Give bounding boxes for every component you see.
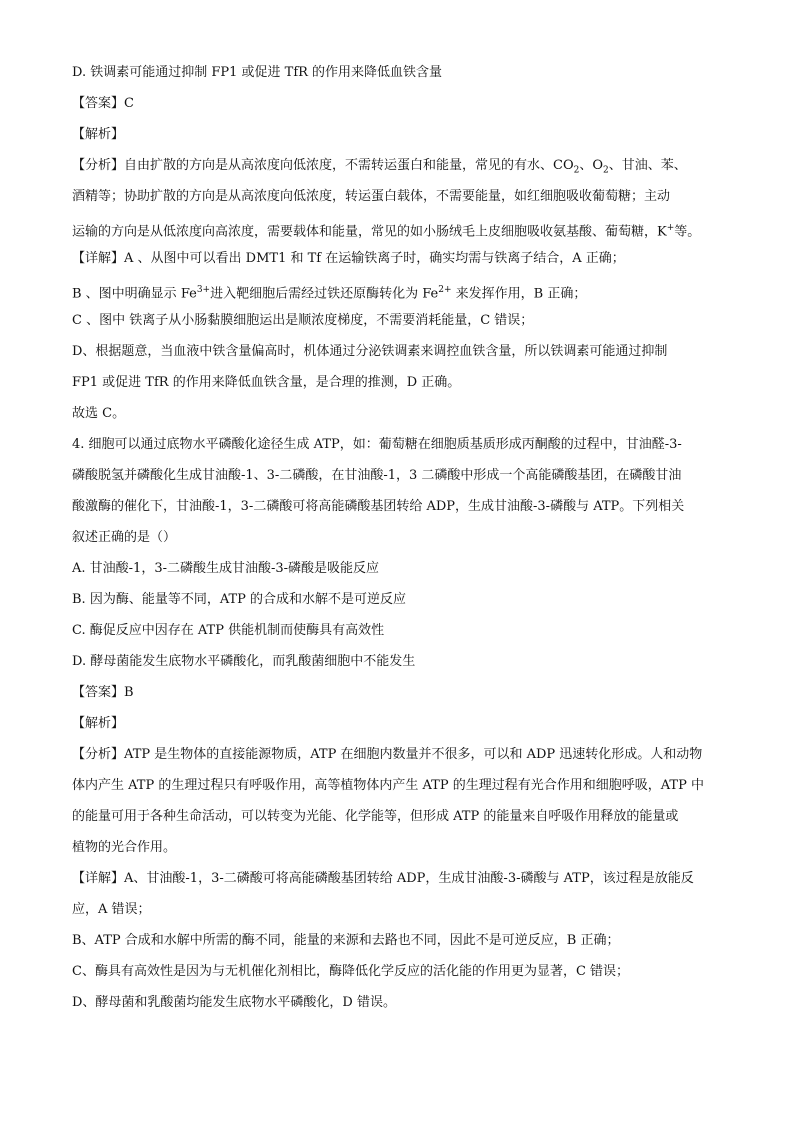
q4-analysis-heading xyxy=(72,713,728,744)
text: 运输的方向是从低浓度向高浓度，需要载体和能量，常见的如小肠绒毛上皮细胞吸收氨基酸、葡萄糖，K xyxy=(72,224,667,240)
q4-answer xyxy=(72,682,728,713)
q4-option-b: B. 因为酶、能量等不同，ATP 的合成和水解不是可逆反应 xyxy=(72,592,407,607)
q4-stem-3: 酸激酶的催化下，甘油酸-1，3-二磷酸可将高能磷酸基团转给 ADP，生成甘油酸-3-磷酸与 ATP。下列相关 xyxy=(72,499,685,514)
q4-detail-a-2: 应，A 错误； xyxy=(72,902,151,917)
q4-stem-1: 4. 细胞可以通过底物水平磷酸化途径生成 ATP，如：葡萄糖在细胞质基质形成丙酮酸的过程中，甘油醛-3- xyxy=(72,437,682,452)
text: 进入靶细胞后需经过铁还原酶转化为 Fe xyxy=(210,286,439,302)
prev-detail-d-1: D、根据题意，当血液中铁含量偏高时，机体通过分泌铁调素来调控血铁含量，所以铁调素可能通过抑制 xyxy=(72,344,668,359)
xiangjie-tag: 【详解】 xyxy=(72,871,125,886)
q4-fenxi-line-1 xyxy=(72,744,728,775)
text: 、O xyxy=(579,158,604,173)
fenxi-tag: 【分析】 xyxy=(72,747,125,762)
text: A 、从图中可以看出 DMT1 和 Tf 在运输铁离子时，确实均需与铁离子结合，A 正确； xyxy=(124,251,625,266)
answer-tag: 【答案】 xyxy=(72,685,125,700)
q4-fenxi-line-2: 体内产生 ATP 的生理过程只有呼吸作用，高等植物体内产生 ATP 的生理过程有光合作用和细胞呼吸，ATP 中 xyxy=(72,778,704,793)
prev-detail-b: B 、图中明确显示 $Fe^{3+}$进入靶细胞后需经过铁还原酶转化为 $Fe^{2+}$ 来发挥作用，B 正确； xyxy=(72,285,587,302)
q4-stem-4: 叙述正确的是（） xyxy=(72,530,177,545)
prev-detail-d-2: FP1 或促进 TfR 的作用来降低血铁含量，是合理的推测，D 正确。 xyxy=(72,375,461,390)
answer-tag: 【答案】 xyxy=(72,96,125,111)
prev-option-d: D. 铁调素可能通过抑制 FP1 或促进 TfR 的作用来降低血铁含量 xyxy=(72,65,443,80)
prev-detail-a xyxy=(72,248,728,279)
q4-option-a: A. 甘油酸-1，3-二磷酸生成甘油酸-3-磷酸是吸能反应 xyxy=(72,561,380,576)
answer-value: B xyxy=(124,685,134,700)
q4-detail-a-1 xyxy=(72,868,728,899)
text: 、甘油、苯、 xyxy=(608,158,687,173)
prev-analysis-heading xyxy=(72,124,728,155)
q4-option-c: C. 酶促反应中因存在 ATP 供能机制而使酶具有高效性 xyxy=(72,623,385,638)
q4-stem-2: 磷酸脱氢并磷酸化生成甘油酸-1、3-二磷酸，在甘油酸-1，3 二磷酸中形成一个高能磷酸基团，在磷酸甘油 xyxy=(72,468,682,483)
q4-option-d: D. 酵母菌能发生底物水平磷酸化，而乳酸菌细胞中不能发生 xyxy=(72,654,416,669)
text: 等。 xyxy=(674,224,701,240)
xiangjie-tag: 【详解】 xyxy=(72,251,125,266)
text: ATP 是生物体的直接能源物质，ATP 在细胞内数量并不很多，可以和 ADP 迅速转化形成。人和动物 xyxy=(124,747,703,762)
q4-detail-b: B、ATP 合成和水解中所需的酶不同，能量的来源和去路也不同，因此不是可逆反应，B 正确； xyxy=(72,933,620,948)
fenxi-tag: 【分析】 xyxy=(72,158,125,173)
q4-fenxi-line-3: 的能量可用于各种生命活动，可以转变为光能、化学能等，但形成 ATP 的能量来自呼吸作用释放的能量或 xyxy=(72,809,679,824)
prev-fenxi-line-3: 运输的方向是从低浓度向高浓度，需要载体和能量，常见的如小肠绒毛上皮细胞吸收氨基酸、葡萄糖，K+等。 xyxy=(72,223,701,240)
text: A、甘油酸-1，3-二磷酸可将高能磷酸基团转给 ADP，生成甘油酸-3-磷酸与 ATP，该过程是放能反 xyxy=(124,871,694,886)
prev-answer xyxy=(72,93,728,124)
analysis-tag: 【解析】 xyxy=(72,716,125,731)
q4-detail-c: C、酶具有高效性是因为与无机催化剂相比，酶降低化学反应的活化能的作用更为显著，C 错误； xyxy=(72,964,630,979)
text: 自由扩散的方向是从高浓度向低浓度，不需转运蛋白和能量，常见的有水、CO xyxy=(124,158,574,173)
analysis-tag: 【解析】 xyxy=(72,127,125,142)
prev-conclusion: 故选 C。 xyxy=(72,406,126,421)
q4-detail-d: D、酵母菌和乳酸菌均能发生底物水平磷酸化，D 错误。 xyxy=(72,995,396,1010)
q4-fenxi-line-4: 植物的光合作用。 xyxy=(72,840,177,855)
text: 来发挥作用，B 正确； xyxy=(451,286,587,302)
prev-detail-c: C 、图中 铁离子从小肠黏膜细胞运出是顺浓度梯度，不需要消耗能量，C 错误； xyxy=(72,313,534,328)
prev-fenxi-line-1: 【分析】自由扩散的方向是从高浓度向低浓度，不需转运蛋白和能量，常见的有水、$CO_2$、$O_2$、甘油、苯、 xyxy=(72,158,687,176)
prev-fenxi-line-2: 酒精等；协助扩散的方向是从高浓度向低浓度，转运蛋白载体，不需要能量，如红细胞吸收葡萄糖；主动 xyxy=(72,189,671,204)
document-page xyxy=(72,62,728,1023)
text: B 、图中明确显示 Fe xyxy=(72,286,197,302)
answer-value: C xyxy=(124,96,134,111)
